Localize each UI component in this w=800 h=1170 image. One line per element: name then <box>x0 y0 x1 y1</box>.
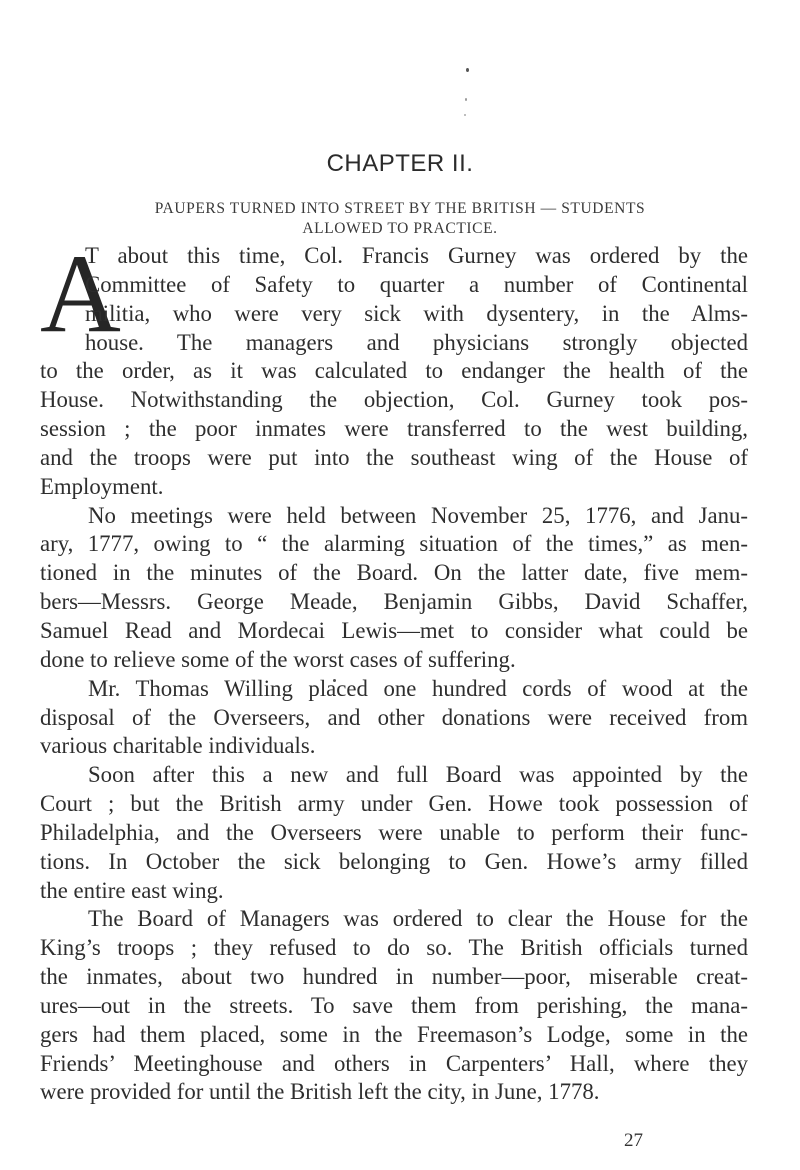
text-line: No meetings were held between November 25, 1776, and Janu- <box>88 502 748 528</box>
text-line: Friends’ Meetinghouse and others in Carpenters’ Hall, where they <box>40 1050 748 1076</box>
text-line: Committee of Safety to quarter a number of Continental <box>85 271 748 297</box>
text-line: Samuel Read and Mordecai Lewis—met to consider what could be <box>40 617 748 643</box>
drop-cap: A <box>40 232 121 356</box>
text-line: Court ; but the British army under Gen. Howe took possession of <box>40 791 748 817</box>
text-line: The Board of Managers was ordered to clear the House for the <box>88 906 748 932</box>
text-line: tioned in the minutes of the Board. On the latter date, five mem- <box>40 560 748 586</box>
text-line: done to relieve some of the worst cases of suffering. <box>40 646 516 672</box>
text-line: ary, 1777, owing to “ the alarming situation of the times,” as men- <box>40 531 748 557</box>
text-line: and the troops were put into the southeast wing of the House of <box>40 444 748 470</box>
text-line: the entire east wing. <box>40 877 224 903</box>
chapter-title: CHAPTER II. <box>326 150 474 177</box>
text-line: Employment. <box>40 473 164 499</box>
text-line: session ; the poor inmates were transferred to the west building, <box>40 416 748 442</box>
text-line: Mr. Thomas Willing placed one hundred cords of wood at the <box>88 675 748 701</box>
text-line: were provided for until the British left the city, in June, 1778. <box>40 1079 600 1105</box>
text-line: Philadelphia, and the Overseers were unable to perform their func- <box>40 819 748 845</box>
text-line: ures—out in the streets. To save them from perishing, the mana- <box>40 992 748 1018</box>
text-line: tions. In October the sick belonging to Gen. Howe’s army filled <box>40 848 748 874</box>
subtitle-line: PAUPERS TURNED INTO STREET BY THE BRITISH — STUDENTS <box>154 200 646 217</box>
text-line: Soon after this a new and full Board was appointed by the <box>88 762 748 788</box>
text-line: to the order, as it was calculated to endanger the health of the <box>40 358 748 384</box>
text-line: King’s troops ; they refused to do so. The British officials turned <box>40 935 748 961</box>
text-line: various charitable individuals. <box>40 733 316 759</box>
page-number: 27 <box>624 1130 643 1151</box>
text-line: disposal of the Overseers, and other donations were received from <box>40 704 748 730</box>
ink-speck <box>465 98 467 101</box>
chapter-subtitle <box>40 199 760 239</box>
chapter-body <box>40 232 748 1107</box>
text-line: T about this time, Col. Francis Gurney was ordered by the <box>85 243 748 268</box>
text-line: militia, who were very sick with dysentery, in the Alms- <box>85 300 748 326</box>
text-line: bers—Messrs. George Meade, Benjamin Gibbs, David Schaffer, <box>40 589 748 615</box>
text-line: house. The managers and physicians strongly objected <box>85 329 748 355</box>
ink-speck <box>464 114 466 116</box>
ink-speck <box>466 68 469 72</box>
text-line: gers had them placed, some in the Freemason’s Lodge, some in the <box>40 1021 748 1047</box>
text-line: the inmates, about two hundred in number—poor, miserable creat- <box>40 964 748 990</box>
text-line: House. Notwithstanding the objection, Col. Gurney took pos- <box>40 387 748 413</box>
subtitle-line: ALLOWED TO PRACTICE. <box>302 220 498 237</box>
